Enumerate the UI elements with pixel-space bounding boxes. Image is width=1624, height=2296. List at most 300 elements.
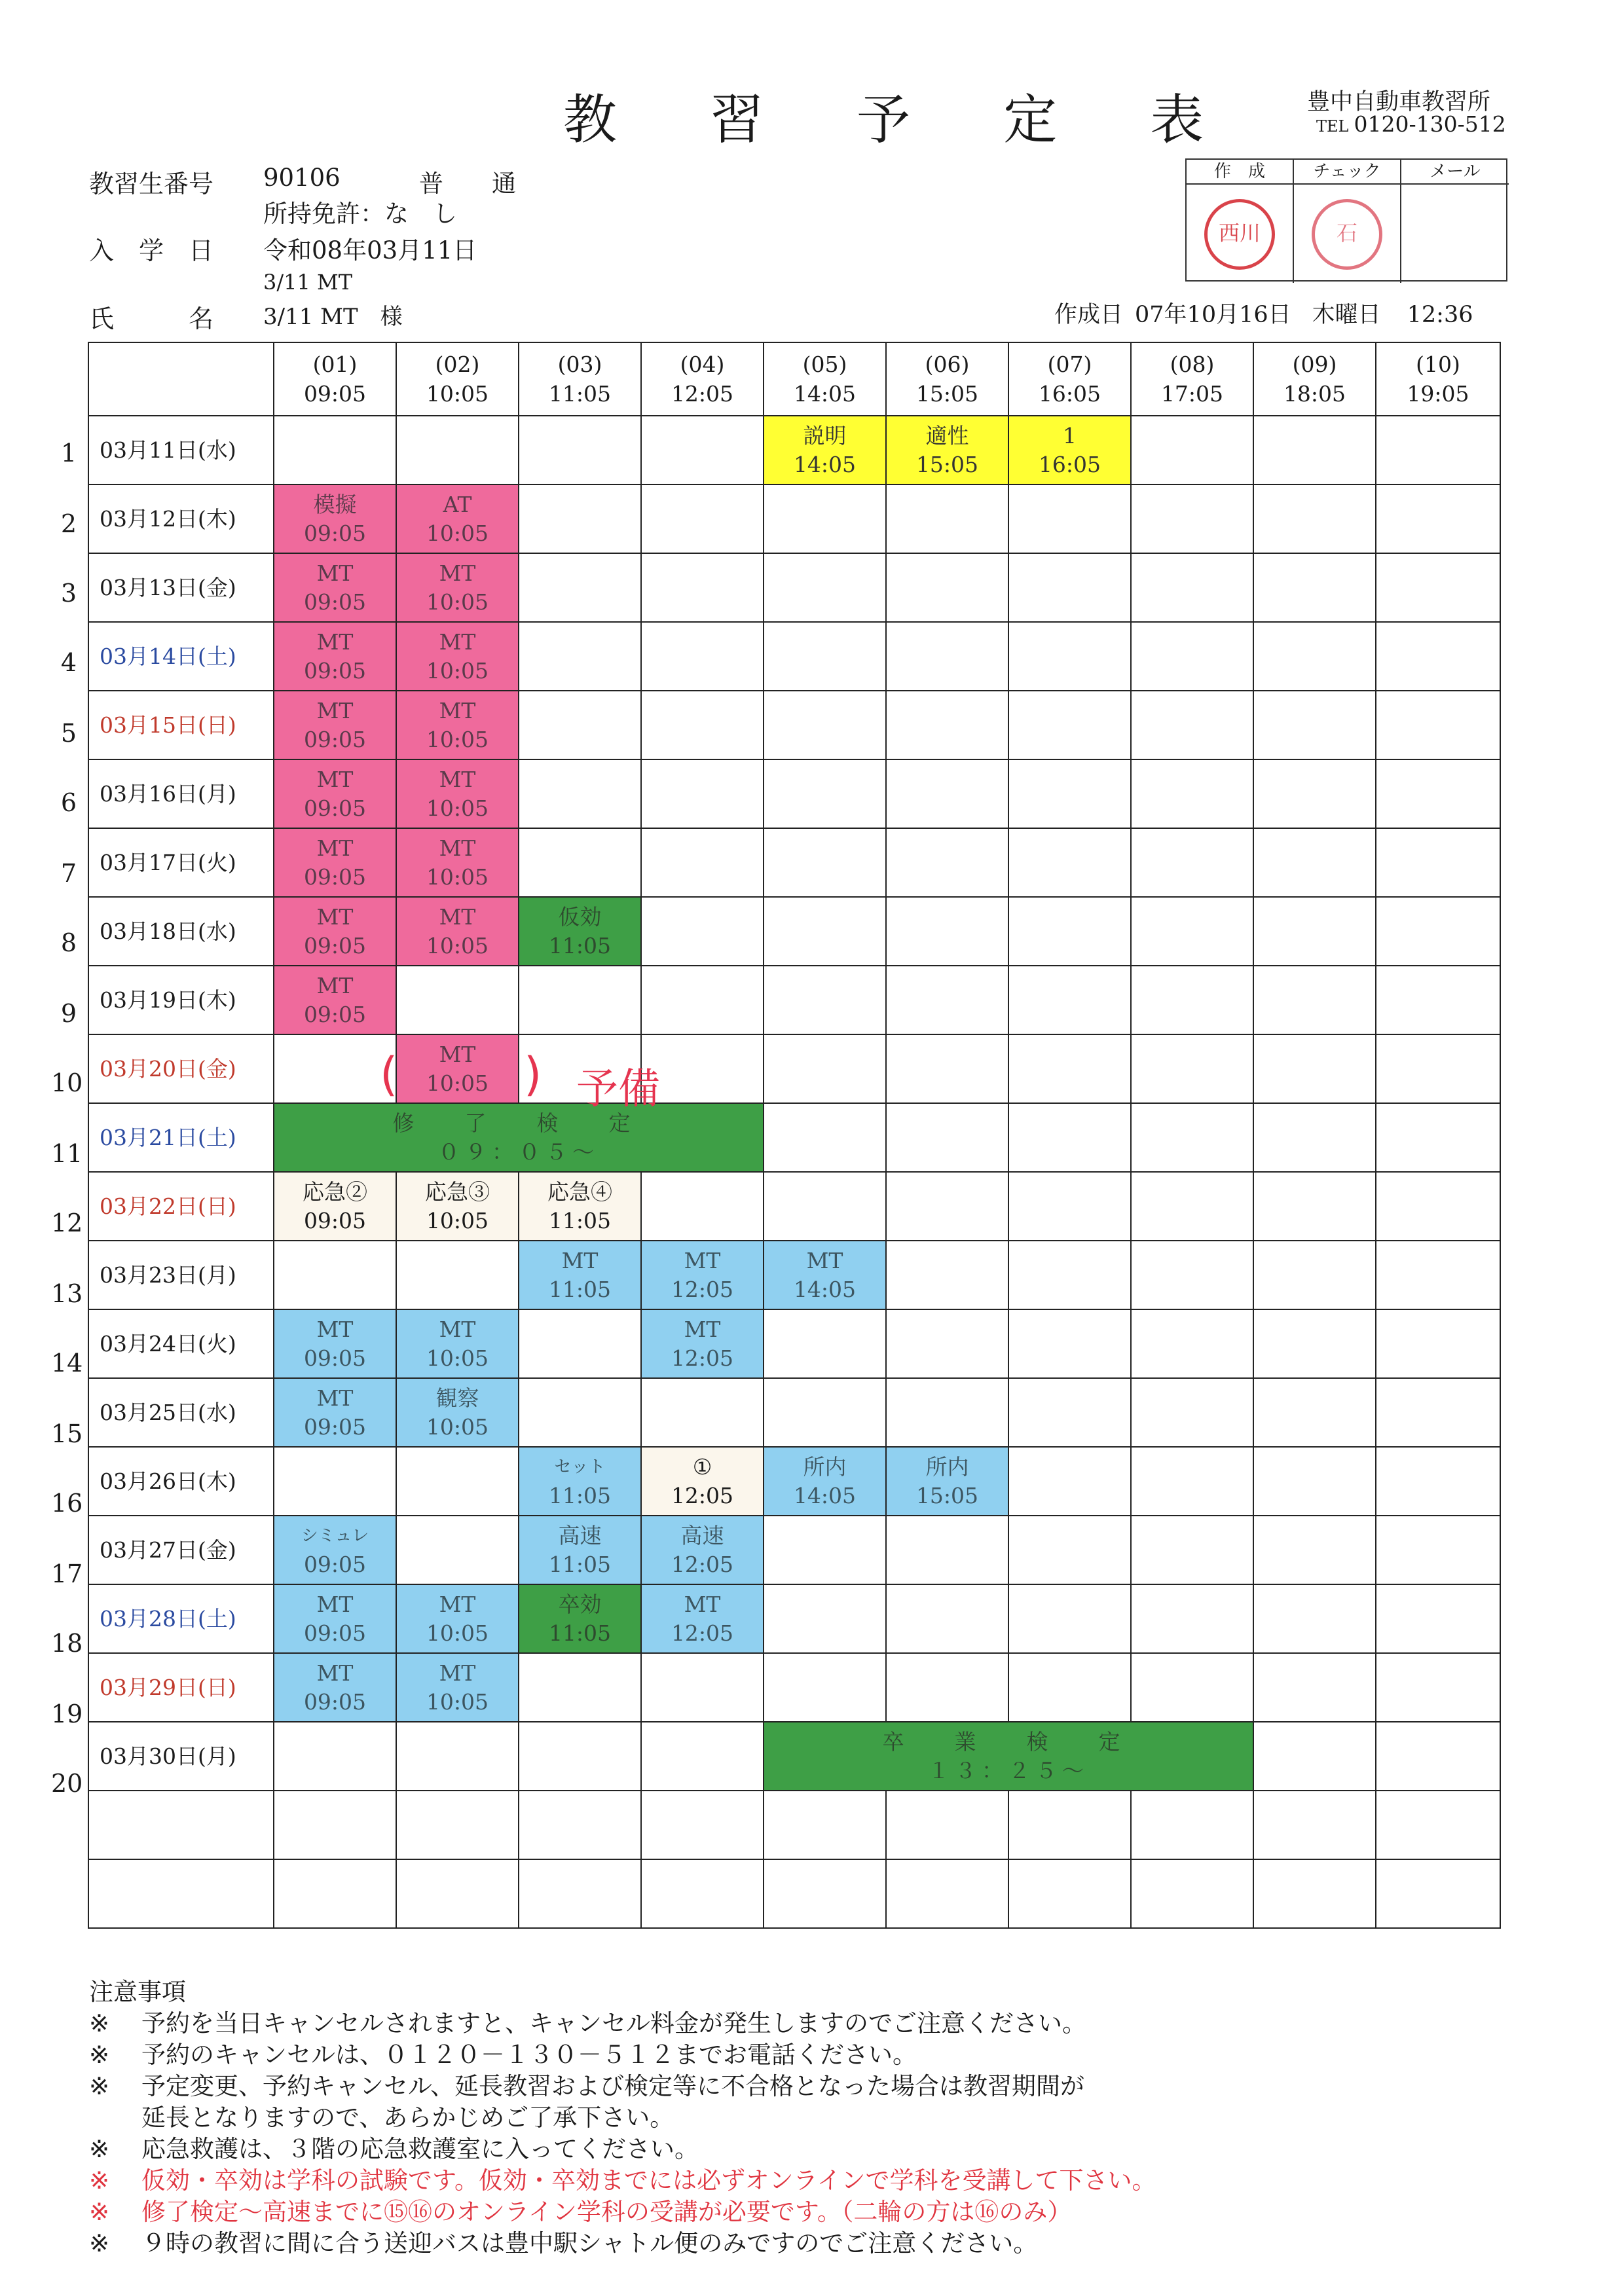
empty-slot [1376, 484, 1500, 553]
handwritten-paren-close: ) [524, 1048, 542, 1101]
slot-text: 17:05 [1160, 381, 1224, 407]
empty-slot [519, 416, 641, 484]
row-number: 17 [51, 1559, 83, 1588]
slot-text: AT [443, 491, 472, 517]
slot-text: 14:05 [793, 381, 857, 407]
slot-text: MT [439, 835, 476, 861]
period-header [1376, 342, 1500, 416]
empty-slot [1253, 1584, 1376, 1653]
slot-text: MT [439, 766, 476, 792]
created-date: 07年10月16日 [1135, 302, 1291, 328]
empty-slot [764, 1172, 886, 1241]
slot-text: 10:05 [426, 1345, 489, 1371]
license-label: 所持免許： [263, 200, 384, 228]
empty-slot [1131, 484, 1253, 553]
row-number: 4 [60, 648, 77, 677]
student-name-value: 3/11 MT [263, 304, 358, 330]
empty-slot [519, 759, 641, 828]
empty-slot [274, 1447, 396, 1516]
lesson-slot [274, 1516, 396, 1584]
stamp-seal: 石 [1312, 199, 1382, 270]
slot-text: (07) [1047, 352, 1092, 377]
table-row [88, 1516, 1500, 1584]
empty-slot [641, 553, 764, 622]
table-row [88, 828, 1500, 897]
empty-slot [764, 966, 886, 1034]
row-date: 03月21日(土) [88, 1103, 274, 1172]
school-tel [1316, 111, 1506, 137]
note-text: 応急救護は、３階の応急救護室に入ってください。 [141, 2135, 699, 2163]
license-value: な し [384, 200, 457, 228]
note-mark: ※ [89, 2135, 110, 2163]
empty-slot [886, 759, 1008, 828]
slot-text: MT [316, 835, 354, 861]
empty-slot [764, 1584, 886, 1653]
slot-text: MT [439, 1316, 476, 1342]
empty-slot [764, 553, 886, 622]
empty-slot [886, 828, 1008, 897]
empty-slot [764, 484, 886, 553]
table-row [88, 897, 1500, 966]
created-time: 12:36 [1407, 302, 1473, 328]
empty-slot [1131, 416, 1253, 484]
lesson-slot [641, 1584, 764, 1653]
slot-text: 12:05 [671, 381, 734, 407]
empty-slot [1253, 484, 1376, 553]
empty-slot [886, 966, 1008, 1034]
empty-slot [764, 1034, 886, 1103]
slot-text: MT [316, 972, 354, 998]
empty-slot [519, 1859, 641, 1928]
table-row [88, 1172, 1500, 1241]
empty-slot [764, 622, 886, 691]
empty-slot [641, 1172, 764, 1241]
empty-slot [1253, 966, 1376, 1034]
empty-slot [1376, 759, 1500, 828]
empty-slot [1253, 828, 1376, 897]
empty-slot [764, 1103, 886, 1172]
note-item [89, 2040, 1156, 2070]
row-number: 8 [60, 928, 77, 957]
table-row [88, 1653, 1500, 1722]
slot-text: (01) [312, 352, 358, 377]
empty-slot [88, 1859, 274, 1928]
lesson-slot [274, 966, 396, 1034]
row-date: 03月26日(木) [88, 1447, 274, 1516]
lesson-slot [396, 897, 519, 966]
lesson-slot [274, 828, 396, 897]
empty-slot [886, 1378, 1008, 1447]
slot-text: (06) [925, 352, 970, 377]
empty-slot [886, 897, 1008, 966]
table-row [88, 1791, 1500, 1859]
lesson-slot [886, 416, 1008, 484]
empty-slot [886, 622, 1008, 691]
slot-text: 16:05 [1038, 381, 1101, 407]
handwritten-note: 予備 [576, 1065, 660, 1114]
empty-slot [1131, 1447, 1253, 1516]
lesson-slot [274, 1378, 396, 1447]
table-row [88, 1309, 1500, 1378]
note-item [89, 2229, 1156, 2259]
lesson-slot [396, 691, 519, 759]
slot-text: 09:05 [303, 795, 367, 821]
row-number: 7 [60, 859, 77, 888]
empty-slot [1131, 1791, 1253, 1859]
lesson-slot [274, 759, 396, 828]
name-label: 氏 名 [89, 304, 214, 333]
empty-slot [886, 1309, 1008, 1378]
slot-text: 10:05 [426, 795, 489, 821]
slot-text: (05) [802, 352, 847, 377]
table-row [88, 622, 1500, 691]
period-header [396, 342, 519, 416]
empty-slot [396, 1516, 519, 1584]
empty-slot [1253, 691, 1376, 759]
empty-slot [1131, 1653, 1253, 1722]
empty-slot [1253, 622, 1376, 691]
note-text: 仮効・卒効は学科の試験です。仮効・卒効までには必ずオンラインで学科を受講して下さい。 [141, 2166, 1156, 2195]
slot-text: 09:05 [303, 1413, 367, 1440]
empty-slot [1131, 1378, 1253, 1447]
empty-slot [1376, 1722, 1500, 1791]
tel-label: TEL [1316, 117, 1349, 136]
empty-slot [1008, 1516, 1131, 1584]
slot-text: 09:05 [303, 657, 367, 683]
slot-text: 高速 [558, 1522, 602, 1548]
slot-text: 11:05 [548, 1276, 612, 1302]
empty-slot [886, 1172, 1008, 1241]
lesson-slot [274, 897, 396, 966]
lesson-slot [396, 1309, 519, 1378]
row-date: 03月24日(火) [88, 1309, 274, 1378]
empty-slot [1008, 1034, 1131, 1103]
note-item [89, 2197, 1156, 2227]
slot-text: 12:05 [671, 1620, 734, 1646]
empty-slot [88, 1791, 274, 1859]
slot-text: 15:05 [915, 1482, 979, 1508]
lesson-slot [396, 1378, 519, 1447]
empty-slot [1376, 1172, 1500, 1241]
empty-slot [1008, 553, 1131, 622]
slot-text: 09:05 [303, 1551, 367, 1577]
slot-text: シミュレ [301, 1525, 369, 1546]
slot-text: (09) [1292, 352, 1337, 377]
lesson-slot [886, 1447, 1008, 1516]
slot-text: 14:05 [793, 1482, 857, 1508]
empty-slot [1376, 1653, 1500, 1722]
empty-slot [1376, 828, 1500, 897]
note-mark: ※ [89, 2166, 110, 2195]
empty-slot [1008, 1447, 1131, 1516]
slot-text: 高速 [680, 1522, 724, 1548]
empty-slot [641, 1378, 764, 1447]
slot-text: MT [684, 1247, 721, 1273]
slot-text: MT [439, 903, 476, 930]
lesson-slot [1008, 416, 1131, 484]
empty-slot [1253, 1172, 1376, 1241]
empty-slot [1008, 1859, 1131, 1928]
empty-slot [396, 1241, 519, 1309]
slot-text: 09:05 [303, 1001, 367, 1027]
empty-slot [1131, 897, 1253, 966]
table-row [88, 484, 1500, 553]
empty-slot [1376, 1859, 1500, 1928]
slot-text: MT [439, 1041, 476, 1067]
notes-heading: 注意事項 [89, 1978, 186, 2006]
empty-slot [1008, 1172, 1131, 1241]
empty-slot [519, 553, 641, 622]
lesson-slot [764, 1241, 886, 1309]
empty-slot [1253, 1653, 1376, 1722]
student-id: 90106 [263, 164, 341, 192]
row-date: 03月22日(日) [88, 1172, 274, 1241]
empty-slot [1253, 1722, 1376, 1791]
table-row [88, 1722, 1500, 1791]
empty-slot [1376, 1309, 1500, 1378]
note-item [89, 2071, 1156, 2102]
slot-text: 09:05 [303, 864, 367, 890]
slot-text: 09:05 [303, 932, 367, 958]
empty-slot [519, 1791, 641, 1859]
approval-header-create: 作 成 [1187, 160, 1294, 185]
empty-slot [764, 1309, 886, 1378]
empty-slot [1376, 691, 1500, 759]
slot-text: (02) [435, 352, 480, 377]
slot-text: ０９：０５～ [438, 1139, 599, 1165]
empty-slot [1131, 1309, 1253, 1378]
stamp-seal: 西川 [1204, 199, 1275, 270]
row-number: 3 [60, 579, 77, 608]
slot-text: 所内 [803, 1453, 847, 1480]
row-number: 18 [51, 1629, 83, 1658]
slot-text: MT [316, 629, 354, 655]
slot-text: 09:05 [303, 1207, 367, 1233]
empty-slot [1008, 759, 1131, 828]
empty-slot [1253, 1103, 1376, 1172]
empty-slot [1131, 828, 1253, 897]
slot-text: MT [439, 697, 476, 723]
empty-slot [1376, 1791, 1500, 1859]
empty-slot [396, 1859, 519, 1928]
empty-slot [396, 1791, 519, 1859]
lesson-slot [396, 1034, 519, 1103]
slot-text: 応急③ [425, 1178, 490, 1205]
slot-text: MT [439, 629, 476, 655]
lesson-slot [274, 484, 396, 553]
empty-slot [886, 1241, 1008, 1309]
empty-slot [641, 828, 764, 897]
slot-text: 11:05 [548, 381, 612, 407]
row-date: 03月19日(木) [88, 966, 274, 1034]
empty-slot [1253, 1378, 1376, 1447]
empty-slot [1131, 553, 1253, 622]
slot-text: ① [692, 1453, 712, 1480]
row-date: 03月29日(日) [88, 1653, 274, 1722]
slot-text: １３：２５～ [928, 1757, 1089, 1783]
lesson-slot [396, 1172, 519, 1241]
empty-slot [886, 691, 1008, 759]
slot-text: 11:05 [548, 1620, 612, 1646]
lesson-slot [274, 553, 396, 622]
row-date: 03月18日(水) [88, 897, 274, 966]
row-date: 03月13日(金) [88, 553, 274, 622]
table-row [88, 691, 1500, 759]
empty-slot [641, 897, 764, 966]
lesson-slot [274, 1584, 396, 1653]
approval-cell-mail [1401, 185, 1509, 283]
note-text: 予定変更、予約キャンセル、延長教習および検定等に不合格となった場合は教習期間が [141, 2072, 1085, 2100]
slot-text: (10) [1416, 352, 1460, 377]
empty-slot [1131, 1516, 1253, 1584]
slot-text: MT [316, 1591, 354, 1617]
schedule-table [88, 342, 1501, 1929]
slot-text: MT [316, 903, 354, 930]
empty-slot [641, 484, 764, 553]
note-text: 修了検定～高速までに⑮⑯のオンライン学科の受講が必要です。（二輪の方は⑯のみ） [141, 2198, 1072, 2226]
empty-slot [641, 966, 764, 1034]
row-number: 13 [51, 1279, 83, 1308]
exam-slot [519, 897, 641, 966]
slot-text: 12:05 [671, 1482, 734, 1508]
empty-slot [1253, 1241, 1376, 1309]
empty-slot [886, 1584, 1008, 1653]
empty-slot [396, 416, 519, 484]
row-date: 03月28日(土) [88, 1584, 274, 1653]
slot-text: MT [316, 1385, 354, 1411]
empty-slot [764, 1516, 886, 1584]
empty-slot [1131, 1859, 1253, 1928]
empty-slot [519, 1309, 641, 1378]
slot-text: 09:05 [303, 520, 367, 546]
empty-slot [764, 1378, 886, 1447]
table-row [88, 1447, 1500, 1516]
lesson-slot [396, 828, 519, 897]
empty-slot [1131, 759, 1253, 828]
slot-text: 仮効 [558, 903, 602, 930]
slot-text: 19:05 [1407, 381, 1469, 407]
period-header [1008, 342, 1131, 416]
slot-text: (04) [680, 352, 725, 377]
empty-slot [1131, 1241, 1253, 1309]
created-weekday: 木曜日 [1312, 302, 1381, 328]
header-corner [88, 342, 274, 416]
slot-text: MT [561, 1247, 599, 1273]
row-number: 1 [60, 439, 77, 467]
notes-section [89, 1977, 1156, 2260]
slot-text: 18:05 [1283, 381, 1346, 407]
empty-slot [886, 1034, 1008, 1103]
slot-text: 10:05 [426, 657, 489, 683]
slot-text: MT [439, 560, 476, 586]
honorific: 様 [380, 304, 403, 330]
empty-slot [1376, 622, 1500, 691]
slot-text: 16:05 [1038, 451, 1101, 477]
empty-slot [641, 1653, 764, 1722]
empty-slot [274, 1722, 396, 1791]
empty-slot [1253, 1309, 1376, 1378]
row-number: 11 [51, 1139, 83, 1168]
empty-slot [886, 1516, 1008, 1584]
approval-header-check: チェック [1294, 160, 1401, 185]
exam-block [764, 1722, 1253, 1791]
empty-slot [274, 416, 396, 484]
slot-text: MT [316, 560, 354, 586]
slot-text: 09:05 [303, 1620, 367, 1646]
slot-text: 10:05 [426, 520, 489, 546]
empty-slot [274, 1241, 396, 1309]
empty-slot [1008, 1584, 1131, 1653]
empty-slot [886, 553, 1008, 622]
slot-text: 15:05 [915, 451, 979, 477]
slot-text: MT [439, 1591, 476, 1617]
slot-text: MT [439, 1660, 476, 1686]
slot-text: 10:05 [426, 864, 489, 890]
empty-slot [1253, 1859, 1376, 1928]
empty-slot [1008, 691, 1131, 759]
slot-text: 1 [1063, 422, 1077, 448]
note-mark: ※ [89, 2072, 110, 2100]
slot-text: 09:05 [303, 726, 367, 752]
empty-slot [764, 691, 886, 759]
period-header-row [88, 342, 1500, 416]
lesson-slot [519, 1241, 641, 1309]
row-number: 6 [60, 788, 77, 817]
approval-cell-create [1187, 185, 1294, 283]
slot-text: 応急④ [547, 1178, 612, 1205]
note-mark: ※ [89, 2009, 110, 2037]
row-date: 03月12日(木) [88, 484, 274, 553]
row-number: 15 [51, 1419, 83, 1448]
note-item [89, 2103, 1156, 2133]
page-title: 教 習 予 定 表 [563, 89, 1242, 151]
row-date: 03月25日(水) [88, 1378, 274, 1447]
empty-slot [396, 1722, 519, 1791]
empty-slot [641, 1722, 764, 1791]
empty-slot [1008, 966, 1131, 1034]
empty-slot [641, 416, 764, 484]
lesson-slot [519, 1516, 641, 1584]
slot-text: 卒 業 検 定 [882, 1728, 1135, 1755]
row-number: 16 [51, 1489, 83, 1518]
slot-text: 14:05 [793, 1276, 857, 1302]
empty-slot [1253, 416, 1376, 484]
slot-text: 09:05 [303, 589, 367, 615]
slot-text: 12:05 [671, 1276, 734, 1302]
row-date: 03月17日(火) [88, 828, 274, 897]
note-mark: ※ [89, 2229, 110, 2257]
slot-text: MT [684, 1316, 721, 1342]
slot-text: MT [316, 697, 354, 723]
row-number: 2 [60, 509, 77, 538]
slot-text: 観察 [435, 1385, 479, 1411]
note-item [89, 2009, 1156, 2039]
slot-text: MT [806, 1247, 843, 1273]
row-number: 12 [51, 1209, 83, 1237]
slot-text: MT [684, 1591, 721, 1617]
empty-slot [519, 1722, 641, 1791]
table-row [88, 1378, 1500, 1447]
slot-text: 15:05 [915, 381, 979, 407]
empty-slot [1008, 1378, 1131, 1447]
exam-slot [519, 1584, 641, 1653]
row-number: 5 [60, 719, 77, 748]
slot-text: MT [316, 1660, 354, 1686]
slot-text: 応急② [303, 1178, 367, 1205]
empty-slot [1008, 1791, 1131, 1859]
row-date: 03月15日(日) [88, 691, 274, 759]
empty-slot [1131, 966, 1253, 1034]
